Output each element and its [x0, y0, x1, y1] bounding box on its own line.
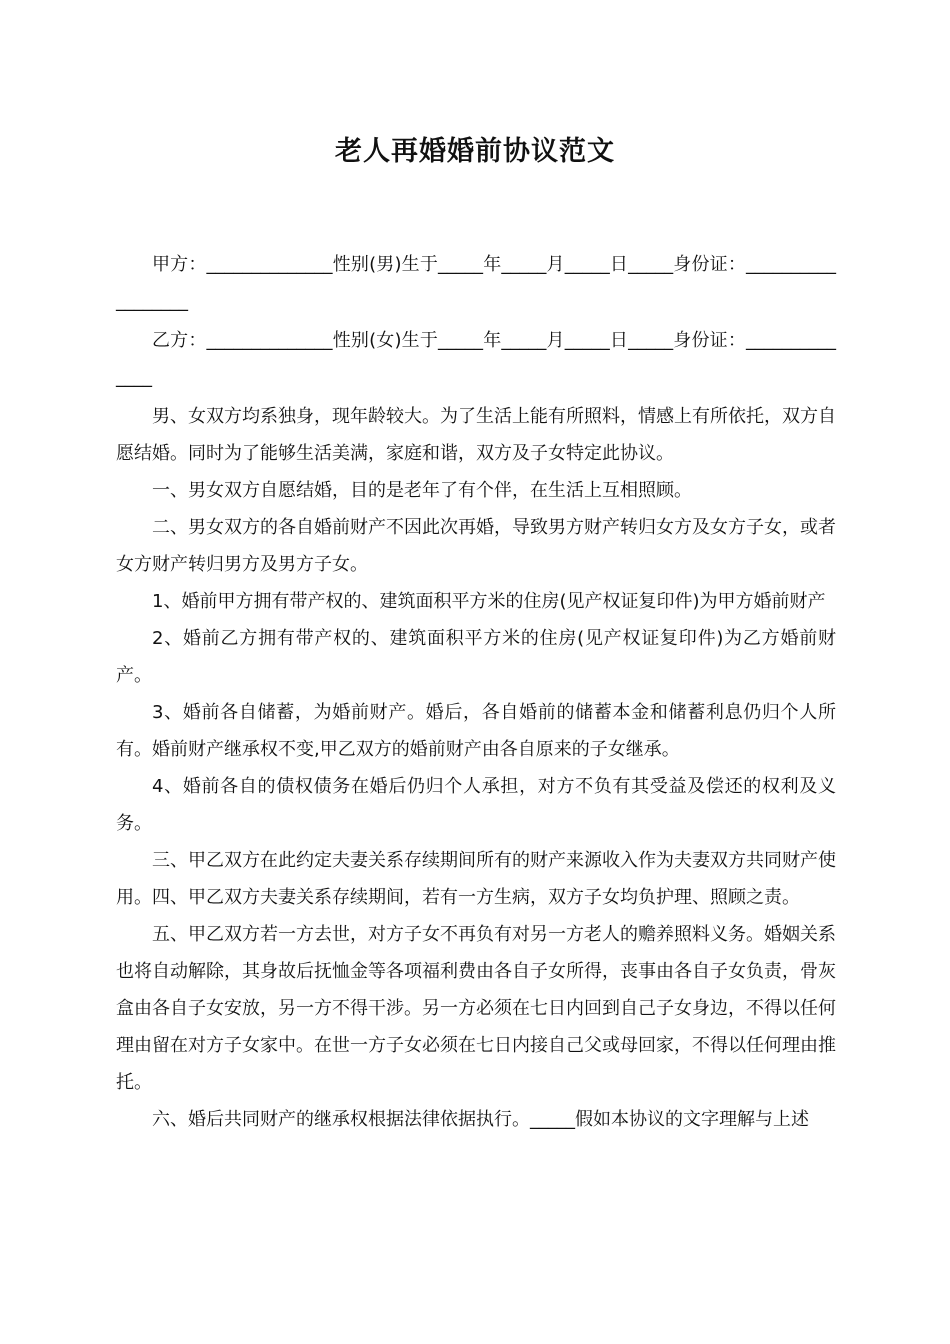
document-body [116, 246, 836, 1138]
paragraph-clause-3-4: 三、甲乙双方在此约定夫妻关系存续期间所有的财产来源收入作为夫妻双方共同财产使用。四、甲乙双方夫妻关系存续期间，若有一方生病，双方子女均负护理、照顾之责。 [116, 850, 836, 908]
paragraph-clause-2: 二、男女双方的各自婚前财产不因此次再婚，导致男方财产转归女方及女方子女，或者女方财产转归男方及男方子女。 [116, 517, 836, 575]
paragraph-item-1: 1、婚前甲方拥有带产权的、建筑面积平方米的住房(见产权证复印件)为甲方婚前财产 [152, 591, 826, 612]
paragraph-clause-1: 一、男女双方自愿结婚，目的是老年了有个伴，在生活上互相照顾。 [152, 480, 692, 501]
paragraph-item-3: 3、婚前各自储蓄，为婚前财产。婚后，各自婚前的储蓄本金和储蓄利息仍归个人所有。婚前财产继承权不变,甲乙双方的婚前财产由各自原来的子女继承。 [116, 702, 836, 760]
paragraph-clause-6: 六、婚后共同财产的继承权根据法律依据执行。_____假如本协议的文字理解与上述 [152, 1109, 809, 1130]
party-b-line: 乙方：______________性别(女)生于_____年_____月_____日_____身份证：______________ [116, 330, 836, 388]
paragraph-item-2: 2、婚前乙方拥有带产权的、建筑面积平方米的住房(见产权证复印件)为乙方婚前财产。 [116, 628, 836, 686]
document-title: 老人再婚婚前协议范文 [335, 136, 615, 167]
paragraph-clause-5: 五、甲乙双方若一方去世，对方子女不再负有对另一方老人的赡养照料义务。婚姻关系也将自动解除，其身故后抚恤金等各项福利费由各自子女所得，丧事由各自子女负责，骨灰盒由各自子女安放，另一方不得干涉。另一方必须在七日内回到自己子女身边，不得以任何理由留在对方子女家中。在世一方子女必须在七日内接自己父或母回家，不得以任何理由推托。 [116, 924, 836, 1093]
party-a-line: 甲方：______________性别(男)生于_____年_____月_____日_____身份证：__________________ [116, 254, 836, 312]
paragraph-item-4: 4、婚前各自的债权债务在婚后仍归个人承担，对方不负有其受益及偿还的权利及义务。 [116, 776, 836, 834]
paragraph-intro: 男、女双方均系独身，现年龄较大。为了生活上能有所照料，情感上有所依托，双方自愿结婚。同时为了能够生活美满，家庭和谐，双方及子女特定此协议。 [116, 406, 836, 464]
